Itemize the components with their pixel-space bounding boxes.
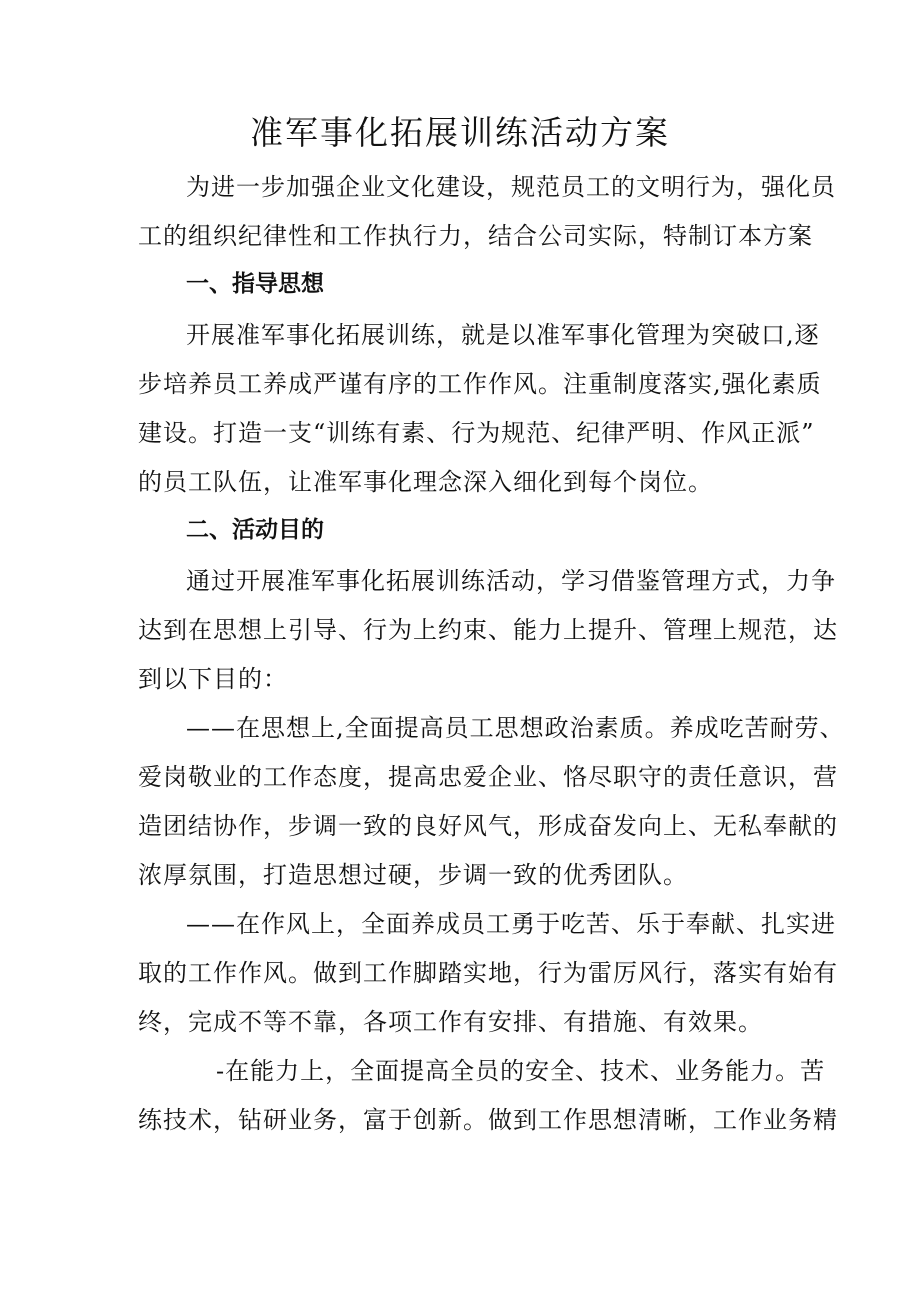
ability-line-1: -在能力上，全面提高全员的安全、技术、业务能力。苦: [216, 1057, 826, 1085]
section1-line-4: 的员工队伍，让准军事化理念深入细化到每个岗位。: [138, 468, 713, 496]
document-title: 准军事化拓展训练活动方案: [250, 113, 670, 152]
section2-line-2: 达到在思想上引导、行为上约束、能力上提升、管理上规范，达: [138, 616, 838, 644]
thought-line-1: ——在思想上,全面提高员工思想政治素质。养成吃苦耐劳、: [186, 714, 845, 742]
section1-line-3: 建设。打造一支“训练有素、行为规范、纪律严明、作风正派”: [138, 419, 815, 447]
section-heading-guiding-ideology: 一、指导思想: [186, 271, 324, 297]
section1-line-2: 步培养员工养成严谨有序的工作作风。注重制度落实,强化素质: [138, 370, 822, 398]
thought-line-4: 浓厚氛围，打造思想过硬，步调一致的优秀团队。: [138, 861, 688, 889]
section2-line-3: 到以下目的：: [138, 665, 288, 693]
style-line-2: 取的工作作风。做到工作脚踏实地，行为雷厉风行，落实有始有: [138, 959, 838, 987]
ability-line-2: 练技术，钻研业务，富于创新。做到工作思想清晰，工作业务精: [138, 1106, 838, 1134]
section1-line-1: 开展准军事化拓展训练，就是以准军事化管理为突破口,逐: [186, 321, 820, 349]
section-heading-activity-purpose: 二、活动目的: [186, 517, 324, 543]
style-line-1: ——在作风上，全面养成员工勇于吃苦、乐于奉献、扎实进: [186, 910, 836, 938]
intro-line-2: 工的组织纪律性和工作执行力，结合公司实际，特制订本方案: [138, 222, 813, 250]
thought-line-3: 造团结协作，步调一致的良好风气，形成奋发向上、无私奉献的: [138, 812, 838, 840]
thought-line-2: 爱岗敬业的工作态度，提高忠爱企业、恪尽职守的责任意识，营: [138, 763, 838, 791]
style-line-3: 终，完成不等不靠，各项工作有安排、有措施、有效果。: [138, 1008, 763, 1036]
intro-line-1: 为进一步加强企业文化建设，规范员工的文明行为，强化员: [186, 173, 836, 201]
section2-line-1: 通过开展准军事化拓展训练活动，学习借鉴管理方式，力争: [186, 567, 836, 595]
